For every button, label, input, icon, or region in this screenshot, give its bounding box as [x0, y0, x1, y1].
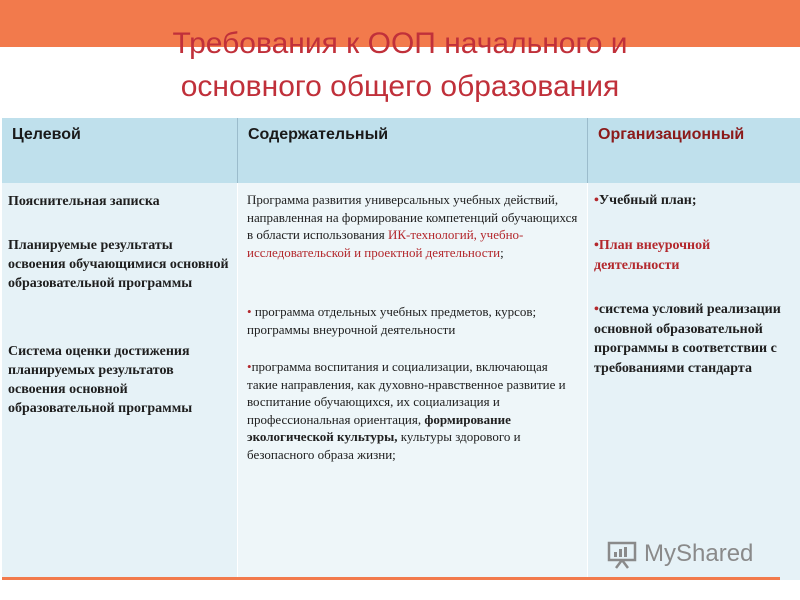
col2-bullet-2: • — [247, 304, 252, 319]
col2-subjects-program — [247, 303, 581, 338]
col3-conditions-text: система условий реализации основной образовательной программы в соответствии с требованиями стандарта — [594, 302, 781, 376]
slide-title — [0, 22, 800, 108]
col2-upbringing-text: программа воспитания и социализации, включающая такие направления, как духовно-нравственное развитие и воспитание обучающихся, их социализация и профессиональная ориентация, — [247, 359, 566, 427]
presentation-board-icon — [606, 538, 638, 570]
col2-uud-text: Программа развития универсальных учебных действий, направленная на формирование компетенций обучающихся в области использования — [247, 192, 578, 242]
col1-planned-results: Планируемые результаты освоения обучающимися основной образовательной программы — [8, 238, 229, 291]
col2-upbringing-end: культуры здорового и безопасного образа жизни; — [247, 429, 521, 462]
col3-extracurricular-plan — [594, 236, 794, 275]
col2-upbringing-program — [247, 358, 581, 463]
myshared-watermark — [606, 536, 776, 572]
title-line-1: Требования к ООП начального и — [172, 27, 628, 60]
col3-bullet-1: • — [594, 193, 599, 208]
col2-upbringing-bold: формирование экологической культуры, — [247, 411, 511, 444]
bottom-accent-rule — [2, 577, 780, 580]
header-organizational — [588, 118, 800, 183]
col2-subjects-text: программа отдельных учебных предметов, курсов; программы внеурочной деятельности — [247, 304, 537, 337]
header-content-label: Содержательный — [248, 126, 389, 143]
col2-uud-highlight: ИК-технологий, учебно-исследовательской и проектной деятельности — [247, 227, 524, 260]
col1-assessment-system: Система оценки достижения планируемых результатов освоения основной образовательной программы — [8, 344, 193, 416]
col3-curriculum — [594, 191, 794, 211]
col2-uud-program — [247, 191, 581, 261]
header-target-label: Целевой — [12, 126, 81, 143]
col3-extracurricular-text: План внеурочной деятельности — [594, 238, 711, 273]
col3-bullet-2: • — [594, 238, 599, 253]
col2-uud-end: ; — [500, 244, 504, 260]
col2-bullet-3: • — [247, 359, 252, 374]
col1-explanatory-note: Пояснительная записка — [8, 194, 160, 209]
col3-bullet-3: • — [594, 302, 599, 317]
col3-curriculum-text: Учебный план; — [598, 193, 697, 208]
watermark-text: MyShared — [644, 540, 754, 567]
title-line-2: основного общего образования — [180, 70, 620, 103]
col3-conditions-system — [594, 300, 794, 378]
header-content — [238, 118, 588, 183]
header-target — [2, 118, 238, 183]
header-organizational-label: Организационный — [598, 126, 745, 143]
